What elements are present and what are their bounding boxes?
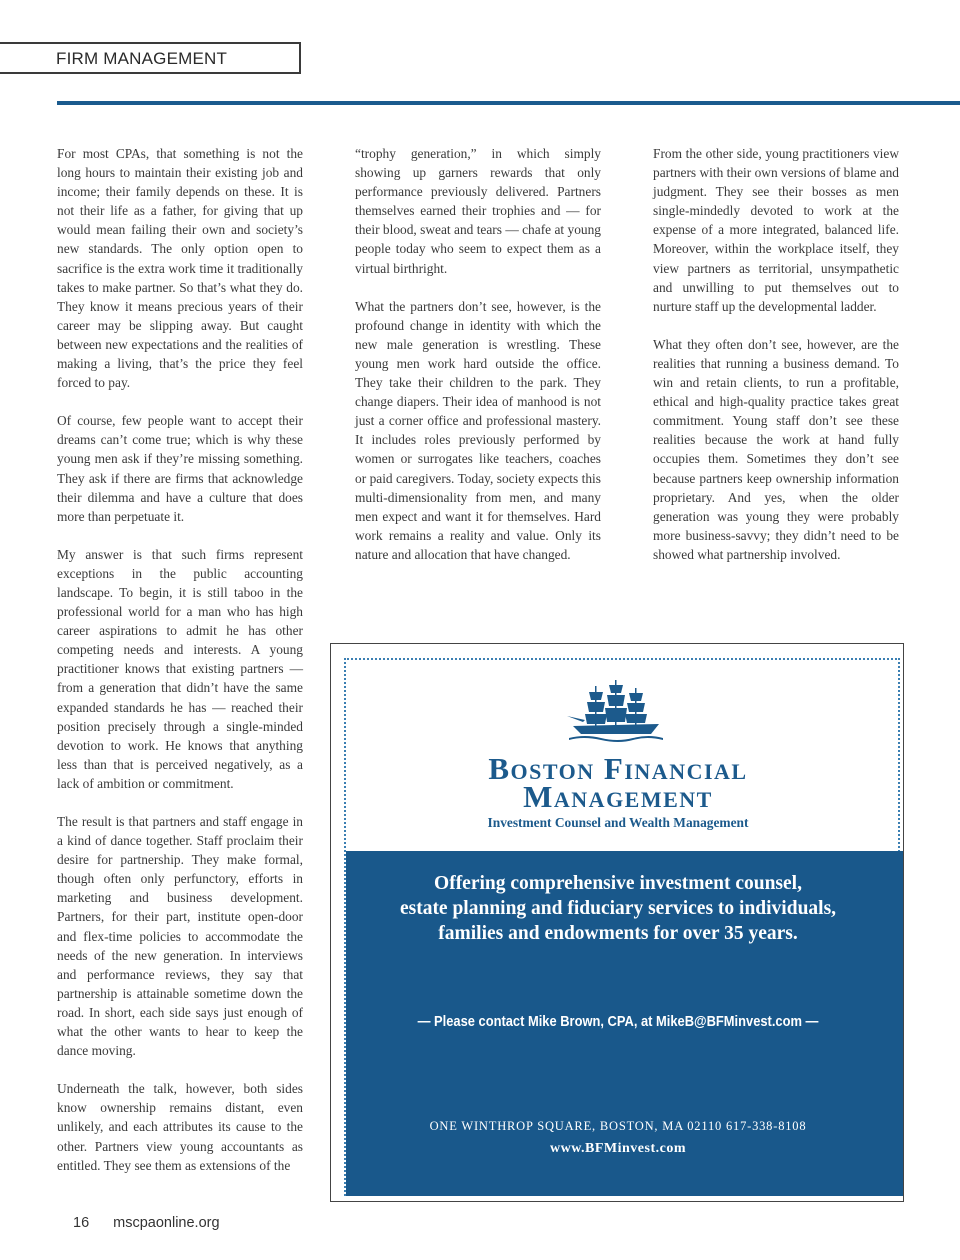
ad-offer-text	[331, 871, 905, 946]
ad-contact-line[interactable]: — Please contact Mike Brown, CPA, at MikeB@BFMinvest.com —	[417, 1013, 819, 1030]
article-column-3	[653, 144, 899, 583]
footer-site-link[interactable]: mscpaonline.org	[113, 1215, 220, 1231]
paragraph: For most CPAs, that something is not the long hours to maintain their existing job and income; their family depends on these. It is not their life as a father, for giving that up would mean failing their own and society’s new standards. The only option open to sacrifice is the extra work time it traditionally takes to make partner. So that’s what they do. They know it means precious years of their career may be slipping away. But caught between new expectations and the realities of making a living, that’s the price they feel forced to pay.	[57, 146, 303, 391]
article-column-1	[57, 144, 303, 1194]
ad-tagline: Investment Counsel and Wealth Management	[487, 815, 749, 830]
paragraph: My answer is that such firms represent exceptions in the public accounting landscape. To begin, it is still taboo in the professional world for a man who has high career aspirations to admit he has other competing needs and interests. A young practitioner knows that existing partners — from a generation that didn’t have the same expanded standards he has — reached their position precisely through a single-minded devotion to work. He knows that anything less than that is perceived negatively, as a lack of ambition or commitment.	[57, 546, 303, 791]
ad-offer-line: Offering comprehensive investment counsel,	[434, 873, 802, 894]
paragraph: Of course, few people want to accept their dreams can’t come true; which is why these young men ask if they’re missing something. They ask if there are firms that acknowledge their dilemma and have a culture that does more than perpetuate it.	[57, 413, 303, 524]
paragraph: “trophy generation,” in which simply showing up garners rewards that only performance previously delivered. Partners themselves earned their trophies and — for their blood, sweat and tears — chafe at young people today who seem to expect them as a virtual birthright.	[355, 146, 601, 276]
ad-company-name-line2: Management	[523, 779, 713, 814]
article-column-2	[355, 144, 601, 583]
ad-offer-line: families and endowments for over 35 years.	[438, 923, 798, 944]
paragraph: From the other side, young practitioners view partners with their own versions of blame and judgment. They see their bosses as men single-mindedly devoted to work at the expense of a more integrated, balanced life. Moreover, within the workplace itself, they view partners as territorial, unsympathetic and unwilling to put themselves out to nurture staff up the developmental ladder.	[653, 146, 899, 314]
header-rule	[57, 101, 960, 105]
advertisement-boston-financial[interactable]	[330, 643, 904, 1202]
ad-company-name-line1: Boston Financial	[488, 751, 748, 786]
section-header-tab	[0, 42, 301, 74]
ad-website-link[interactable]: www.BFMinvest.com	[549, 1141, 687, 1156]
ad-address: ONE WINTHROP SQUARE, BOSTON, MA 02110 617-338-8108	[429, 1119, 807, 1133]
paragraph: The result is that partners and staff engage in a kind of dance together. Staff proclaim their desire for partnership. They make formal, though often only perfunctory, efforts in marketing and business development. Partners, for their part, institute open-door and flex-time policies to accommodate the needs of the new generation. In interviews and performance reviews, they say that partnership is attainable sometime down the road. In short, each side says just enough of what the other wants to hear to keep the dance moving.	[57, 814, 303, 1059]
page-number: 16	[73, 1215, 90, 1231]
ship-logo-icon	[565, 676, 665, 746]
page-footer	[73, 1215, 220, 1231]
ad-offer-line: estate planning and fiduciary services to individuals,	[399, 898, 837, 919]
paragraph: Underneath the talk, however, both sides know ownership remains distant, even unlikely, and each attributes its cause to the other. Partners view young accountants as entitled. They see them as extensions of the	[57, 1081, 303, 1173]
section-title: FIRM MANAGEMENT	[56, 49, 228, 68]
paragraph: What they often don’t see, however, are the realities that running a business demand. To win and retain clients, to run a profitable, ethical and high-quality practice takes great commitment. Young staff don’t see these realities because the work at hand fully occupies them. Sometimes they don’t see because partners keep ownership information proprietary. And yes, when the older generation was young they were probably more business-savvy; they didn’t need to be showed what partnership involved.	[653, 336, 899, 562]
paragraph: What the partners don’t see, however, is the profound change in identity with which the new male generation is wrestling. These young men work hard outside the office. They take their children to the park. They change diapers. Their idea of manhood is not just a corner office and professional mastery. It includes roles previously performed by women or surrogates like teachers, coaches or paid caregivers. Today, society expects this multi-dimensionality from men, and many men expect and want it for themselves. Hard work remains a reality and value. Only its nature and allocation that have changed.	[355, 298, 601, 562]
